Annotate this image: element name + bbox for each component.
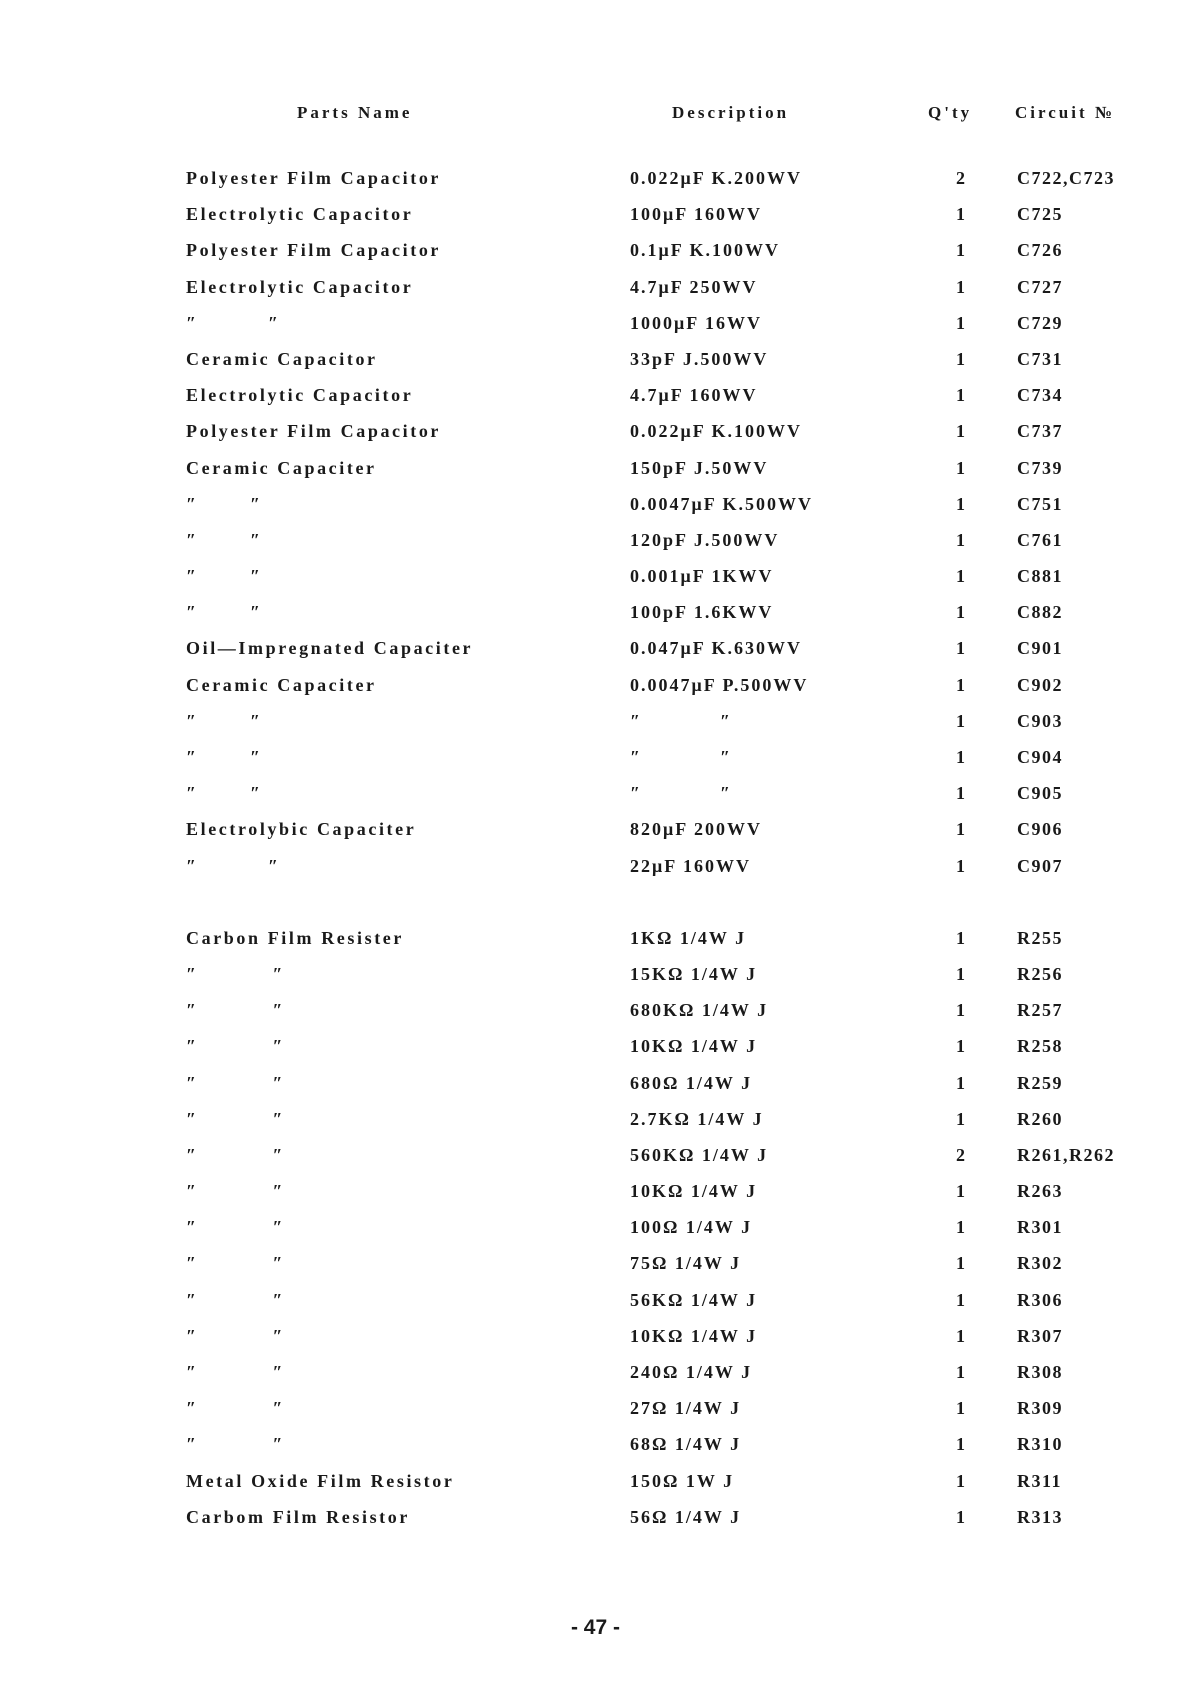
- table-row: [0, 349, 1191, 385]
- table-row: [0, 458, 1191, 494]
- part-qty: 1: [956, 204, 965, 225]
- part-qty: 1: [956, 638, 965, 659]
- part-name: ″ ″: [186, 529, 260, 550]
- table-row: [0, 1181, 1191, 1217]
- part-description: 75Ω 1/4W J: [630, 1253, 742, 1274]
- table-row: [0, 602, 1191, 638]
- part-name: ″ ″: [186, 1289, 283, 1310]
- part-description: 4.7μF 250WV: [630, 276, 758, 297]
- part-qty: 1: [956, 1072, 965, 1093]
- part-description: ″ ″: [630, 710, 732, 731]
- part-qty: 1: [956, 421, 965, 442]
- part-name: ″ ″: [186, 1434, 283, 1455]
- part-qty: 1: [956, 493, 965, 514]
- part-name: ″ ″: [186, 1362, 283, 1382]
- part-description: 1000μF 16WV: [630, 312, 763, 333]
- part-name: ″ ″: [186, 1217, 283, 1238]
- part-name: Polyester Film Capacitor: [186, 421, 442, 442]
- table-row: [0, 1036, 1191, 1072]
- part-description: 560KΩ 1/4W J: [630, 1144, 769, 1165]
- part-description: 150Ω 1W J: [630, 1470, 735, 1491]
- part-name: ″ ″: [186, 710, 260, 731]
- part-description: 240Ω 1/4W J: [630, 1362, 753, 1382]
- table-row: [0, 1290, 1191, 1326]
- part-description: 0.047μF K.630WV: [630, 638, 803, 659]
- part-description: 680Ω 1/4W J: [630, 1072, 753, 1093]
- part-qty: 1: [956, 602, 965, 623]
- part-name: Ceramic Capacitor: [186, 348, 378, 369]
- part-qty: 1: [956, 348, 965, 369]
- part-circuit-no: C903: [1017, 710, 1063, 731]
- part-circuit-no: C729: [1017, 312, 1063, 333]
- part-description: ″ ″: [630, 747, 732, 767]
- part-qty: 1: [956, 819, 965, 840]
- part-name: ″ ″: [186, 747, 260, 767]
- part-name: ″ ″: [186, 1036, 283, 1057]
- part-qty: 1: [956, 457, 965, 478]
- table-row: [0, 1109, 1191, 1145]
- table-row: [0, 964, 1191, 1000]
- part-description: 120pF J.500WV: [630, 529, 780, 550]
- table-row: [0, 1253, 1191, 1289]
- header-parts-name: Parts Name: [297, 103, 413, 122]
- part-qty: 1: [956, 385, 965, 406]
- part-circuit-no: R263: [1017, 1181, 1063, 1202]
- part-description: 68Ω 1/4W J: [630, 1434, 742, 1455]
- part-qty: 1: [956, 1217, 965, 1238]
- part-circuit-no: C737: [1017, 421, 1063, 442]
- part-circuit-no: R256: [1017, 963, 1063, 984]
- part-circuit-no: C726: [1017, 240, 1063, 261]
- part-circuit-no: R259: [1017, 1072, 1063, 1093]
- part-circuit-no: C906: [1017, 819, 1063, 840]
- part-qty: 1: [956, 1362, 965, 1382]
- part-name: Carbom Film Resistor: [186, 1506, 410, 1527]
- part-qty: 1: [956, 1036, 965, 1057]
- part-circuit-no: C902: [1017, 674, 1063, 695]
- part-name: Ceramic Capaciter: [186, 674, 377, 695]
- part-description: 100pF 1.6KWV: [630, 602, 774, 623]
- part-name: ″ ″: [186, 963, 283, 984]
- part-circuit-no: R306: [1017, 1289, 1063, 1310]
- part-qty: 1: [956, 747, 965, 767]
- table-row: [0, 168, 1191, 204]
- part-name: ″ ″: [186, 493, 260, 514]
- table-header: [0, 103, 1191, 133]
- part-circuit-no: R309: [1017, 1398, 1063, 1419]
- part-description: 4.7μF 160WV: [630, 385, 758, 406]
- table-row: [0, 1073, 1191, 1109]
- section-gap: [0, 892, 1191, 928]
- part-qty: 1: [956, 963, 965, 984]
- table-row: [0, 1471, 1191, 1507]
- part-circuit-no: R301: [1017, 1217, 1063, 1238]
- table-row: [0, 530, 1191, 566]
- part-circuit-no: R307: [1017, 1325, 1063, 1346]
- part-description: 15KΩ 1/4W J: [630, 963, 758, 984]
- header-qty: Q'ty: [928, 103, 973, 122]
- part-circuit-no: C881: [1017, 566, 1063, 587]
- part-qty: 1: [956, 783, 965, 804]
- parts-list: [0, 168, 1191, 1543]
- part-description: 1KΩ 1/4W J: [630, 927, 747, 948]
- part-circuit-no: R257: [1017, 1000, 1063, 1021]
- part-name: Electrolytic Capacitor: [186, 276, 414, 297]
- part-qty: 1: [956, 312, 965, 333]
- part-circuit-no: C722,C723: [1017, 168, 1115, 188]
- part-circuit-no: C751: [1017, 493, 1063, 514]
- part-description: 0.022μF K.200WV: [630, 168, 803, 188]
- part-name: ″ ″: [186, 602, 260, 623]
- part-name: Ceramic Capaciter: [186, 457, 377, 478]
- table-row: [0, 928, 1191, 964]
- part-qty: 1: [956, 1289, 965, 1310]
- part-circuit-no: C907: [1017, 855, 1063, 876]
- part-qty: 1: [956, 927, 965, 948]
- part-qty: 1: [956, 674, 965, 695]
- part-name: ″ ″: [186, 1000, 283, 1021]
- part-name: Polyester Film Capacitor: [186, 168, 442, 188]
- part-qty: 1: [956, 276, 965, 297]
- part-name: Electrolytic Capacitor: [186, 204, 414, 225]
- part-name: ″ ″: [186, 855, 278, 876]
- part-qty: 2: [956, 168, 965, 188]
- part-description: 33pF J.500WV: [630, 348, 769, 369]
- part-circuit-no: C731: [1017, 348, 1063, 369]
- part-description: 0.001μF 1KWV: [630, 566, 774, 587]
- table-row: [0, 1507, 1191, 1543]
- part-circuit-no: C882: [1017, 602, 1063, 623]
- part-circuit-no: C739: [1017, 457, 1063, 478]
- part-qty: 1: [956, 1181, 965, 1202]
- part-name: Oil—Impregnated Capaciter: [186, 638, 474, 659]
- table-row: [0, 421, 1191, 457]
- part-circuit-no: R311: [1017, 1470, 1063, 1491]
- part-circuit-no: R261,R262: [1017, 1144, 1115, 1165]
- part-qty: 1: [956, 240, 965, 261]
- table-row: [0, 277, 1191, 313]
- part-qty: 1: [956, 710, 965, 731]
- part-circuit-no: R255: [1017, 927, 1063, 948]
- part-name: Carbon Film Resister: [186, 927, 404, 948]
- table-row: [0, 638, 1191, 674]
- part-description: 100Ω 1/4W J: [630, 1217, 753, 1238]
- part-description: ″ ″: [630, 783, 732, 804]
- header-description: Description: [672, 103, 790, 122]
- part-description: 56KΩ 1/4W J: [630, 1289, 758, 1310]
- table-row: [0, 747, 1191, 783]
- part-qty: 1: [956, 1000, 965, 1021]
- table-row: [0, 204, 1191, 240]
- part-circuit-no: R258: [1017, 1036, 1063, 1057]
- table-row: [0, 385, 1191, 421]
- part-description: 0.0047μF K.500WV: [630, 493, 814, 514]
- part-qty: 1: [956, 1470, 965, 1491]
- part-description: 10KΩ 1/4W J: [630, 1325, 758, 1346]
- part-circuit-no: C904: [1017, 747, 1063, 767]
- part-circuit-no: C725: [1017, 204, 1063, 225]
- part-circuit-no: C727: [1017, 276, 1063, 297]
- part-name: ″ ″: [186, 783, 260, 804]
- table-row: [0, 783, 1191, 819]
- part-name: Electrolybic Capaciter: [186, 819, 417, 840]
- part-description: 10KΩ 1/4W J: [630, 1181, 758, 1202]
- part-name: ″ ″: [186, 1398, 283, 1419]
- table-row: [0, 711, 1191, 747]
- part-description: 22μF 160WV: [630, 855, 752, 876]
- table-row: [0, 856, 1191, 892]
- page-number: - 47 -: [570, 1616, 620, 1639]
- table-row: [0, 494, 1191, 530]
- part-description: 150pF J.50WV: [630, 457, 769, 478]
- table-row: [0, 1434, 1191, 1470]
- part-qty: 1: [956, 855, 965, 876]
- part-description: 820μF 200WV: [630, 819, 763, 840]
- part-circuit-no: R260: [1017, 1108, 1063, 1129]
- part-circuit-no: R310: [1017, 1434, 1063, 1455]
- part-qty: 1: [956, 1253, 965, 1274]
- part-name: ″ ″: [186, 1325, 283, 1346]
- part-description: 2.7KΩ 1/4W J: [630, 1108, 764, 1129]
- table-row: [0, 1000, 1191, 1036]
- part-name: Metal Oxide Film Resistor: [186, 1470, 455, 1491]
- part-description: 0.1μF K.100WV: [630, 240, 781, 261]
- part-qty: 1: [956, 1434, 965, 1455]
- table-row: [0, 240, 1191, 276]
- part-description: 0.022μF K.100WV: [630, 421, 803, 442]
- part-qty: 2: [956, 1144, 965, 1165]
- table-row: [0, 1398, 1191, 1434]
- part-qty: 1: [956, 1506, 965, 1527]
- part-description: 100μF 160WV: [630, 204, 763, 225]
- part-description: 0.0047μF P.500WV: [630, 674, 809, 695]
- header-circuit-no: Circuit №: [1015, 103, 1115, 122]
- part-circuit-no: R308: [1017, 1362, 1063, 1382]
- part-name: Electrolytic Capacitor: [186, 385, 414, 406]
- part-name: ″ ″: [186, 1072, 283, 1093]
- part-name: Polyester Film Capacitor: [186, 240, 442, 261]
- table-row: [0, 819, 1191, 855]
- part-circuit-no: C905: [1017, 783, 1063, 804]
- part-qty: 1: [956, 1398, 965, 1419]
- part-qty: 1: [956, 529, 965, 550]
- part-circuit-no: R302: [1017, 1253, 1063, 1274]
- part-description: 27Ω 1/4W J: [630, 1398, 742, 1419]
- table-row: [0, 675, 1191, 711]
- part-name: ″ ″: [186, 1144, 283, 1165]
- part-name: ″ ″: [186, 312, 278, 333]
- table-row: [0, 1326, 1191, 1362]
- part-circuit-no: C761: [1017, 529, 1063, 550]
- part-name: ″ ″: [186, 1181, 283, 1202]
- part-circuit-no: R313: [1017, 1506, 1063, 1527]
- part-description: 10KΩ 1/4W J: [630, 1036, 758, 1057]
- table-row: [0, 1217, 1191, 1253]
- table-row: [0, 1362, 1191, 1398]
- part-qty: 1: [956, 1325, 965, 1346]
- part-name: ″ ″: [186, 1253, 283, 1274]
- part-name: ″ ″: [186, 1108, 283, 1129]
- part-description: 56Ω 1/4W J: [630, 1506, 742, 1527]
- part-description: 680KΩ 1/4W J: [630, 1000, 769, 1021]
- table-row: [0, 1145, 1191, 1181]
- table-row: [0, 313, 1191, 349]
- part-circuit-no: C734: [1017, 385, 1063, 406]
- part-circuit-no: C901: [1017, 638, 1063, 659]
- table-row: [0, 566, 1191, 602]
- part-qty: 1: [956, 1108, 965, 1129]
- part-qty: 1: [956, 566, 965, 587]
- part-name: ″ ″: [186, 566, 260, 587]
